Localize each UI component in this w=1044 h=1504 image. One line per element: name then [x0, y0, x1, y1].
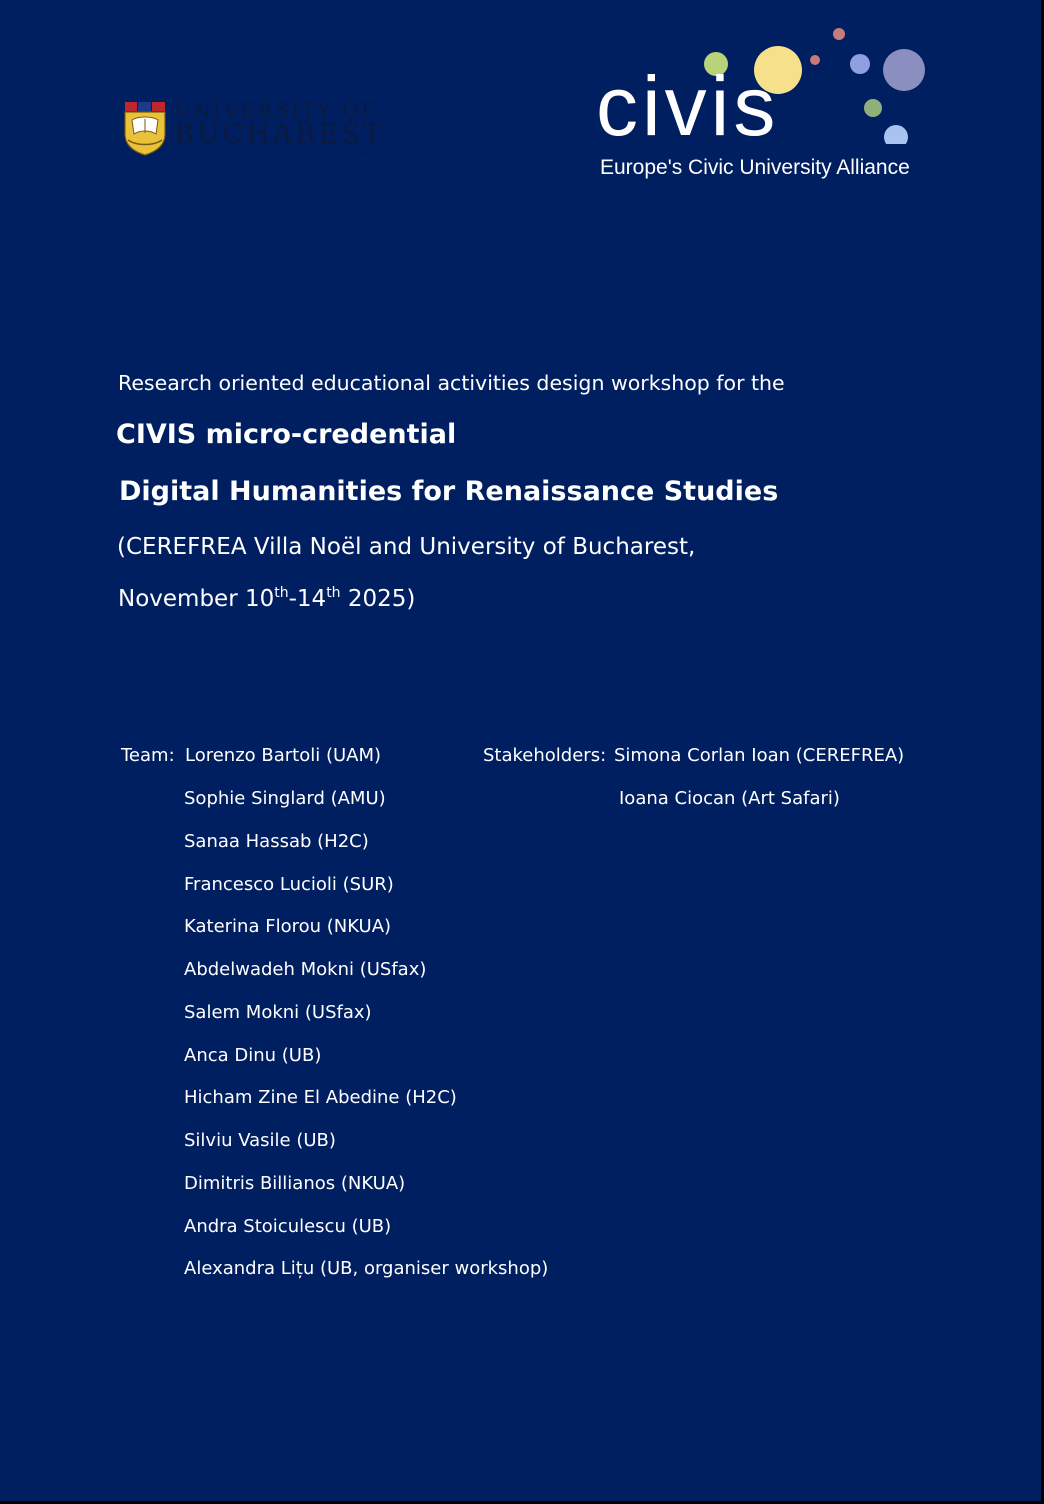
heading-course-title: Digital Humanities for Renaissance Studies [119, 476, 779, 507]
stakeholders-label: Stakeholders: [483, 745, 607, 766]
venue-line: (CEREFREA Villa Noël and University of Bucharest, [117, 534, 696, 560]
team-member: Alexandra Lițu (UB, organiser workshop) [184, 1258, 549, 1279]
ub-logo-tagline: VIRTUTE ET SAPIENTIA [272, 151, 370, 158]
university-crest-icon [122, 100, 168, 156]
intro-text: Research oriented educational activities design workshop for the [118, 371, 785, 395]
team-member: Francesco Lucioli (SUR) [184, 874, 394, 895]
team-member: Hicham Zine El Abedine (H2C) [184, 1087, 457, 1108]
university-of-bucharest-logo [122, 98, 384, 160]
ub-logo-line2: BUCHAREST [174, 119, 384, 150]
team-member: Abdelwadeh Mokni (USfax) [184, 959, 427, 980]
date-start: November 10 [118, 586, 275, 612]
date-range: -14 [288, 586, 327, 612]
civis-logo [596, 24, 932, 184]
team-member: Dimitris Billianos (NKUA) [184, 1173, 406, 1194]
team-member: Anca Dinu (UB) [184, 1045, 322, 1066]
date-end: 2025) [340, 586, 416, 612]
stakeholder: Simona Corlan Ioan (CEREFREA) [614, 745, 905, 766]
ub-logo-line1: UNIVERSITY OF [174, 98, 378, 122]
team-label: Team: [121, 745, 175, 766]
team-member: Andra Stoiculescu (UB) [184, 1216, 392, 1237]
heading-micro-credential: CIVIS micro-credential [116, 419, 457, 450]
date-sup-2: th [326, 585, 341, 601]
team-member: Katerina Florou (NKUA) [184, 916, 392, 937]
civis-tagline: Europe's Civic University Alliance [600, 156, 910, 179]
team-member: Sophie Singlard (AMU) [184, 788, 386, 809]
team-member: Silviu Vasile (UB) [184, 1130, 336, 1151]
team-member: Lorenzo Bartoli (UAM) [185, 745, 382, 766]
team-member: Sanaa Hassab (H2C) [184, 831, 369, 852]
date-sup-1: th [274, 585, 289, 601]
stakeholder: Ioana Ciocan (Art Safari) [619, 788, 840, 809]
civis-wordmark: civis [596, 59, 780, 153]
team-member: Salem Mokni (USfax) [184, 1002, 372, 1023]
date-line [118, 586, 415, 612]
